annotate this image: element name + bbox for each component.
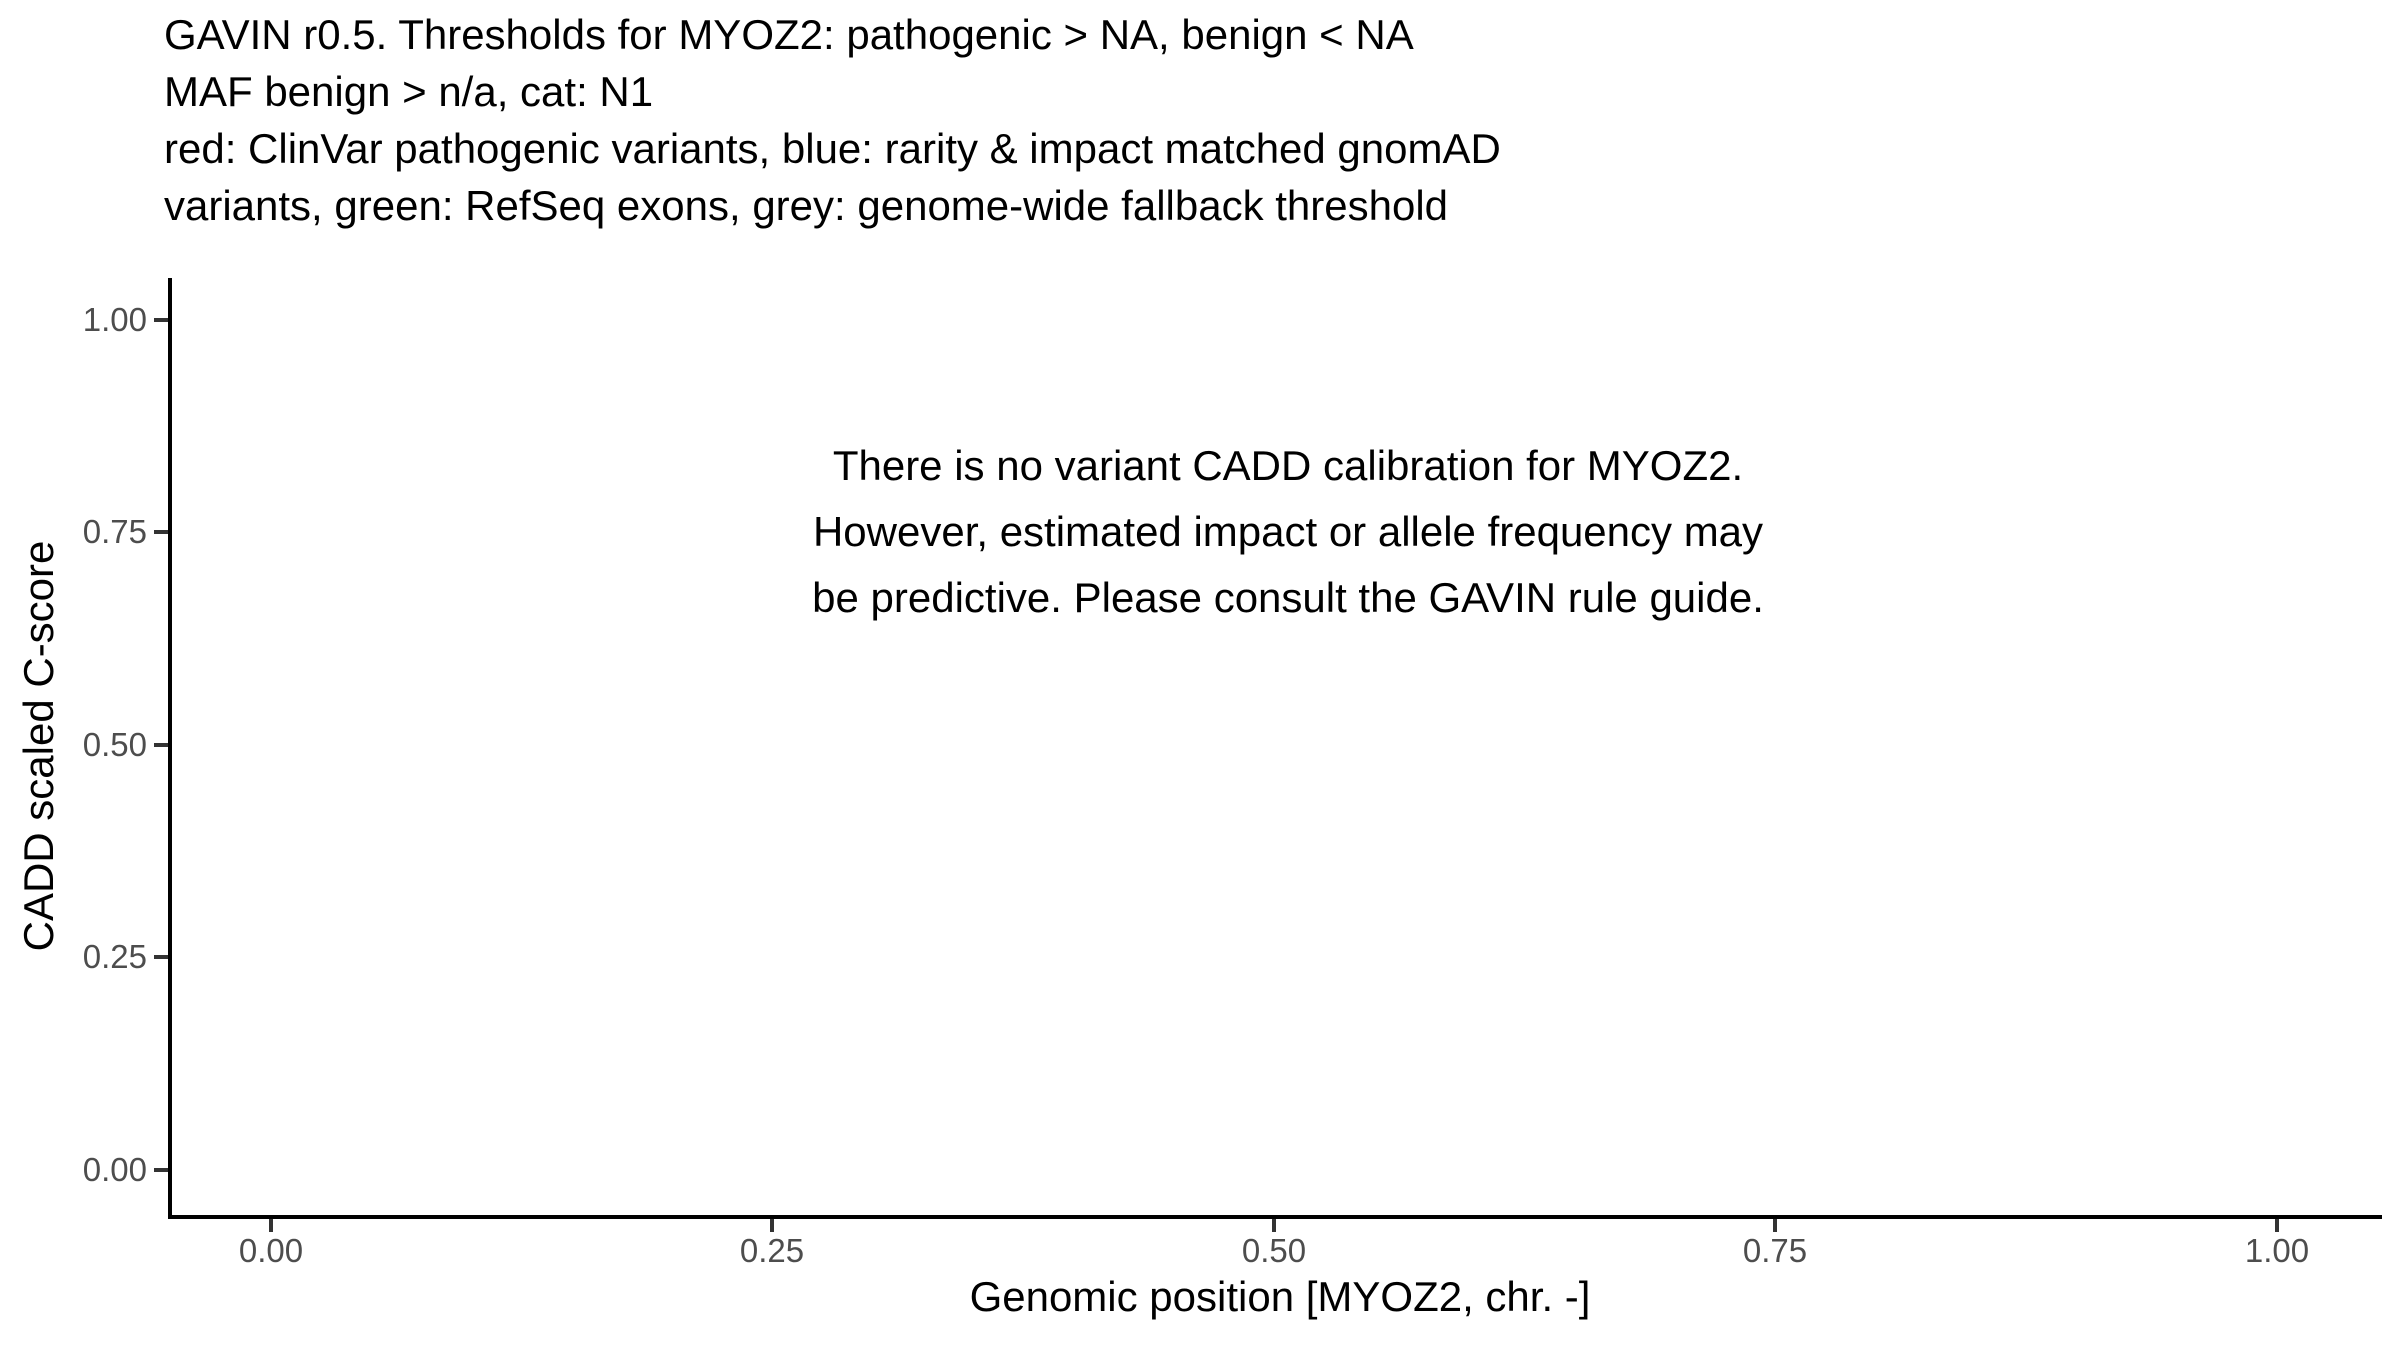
y-axis-title: CADD scaled C-score: [15, 540, 62, 952]
plot-title: [164, 6, 1501, 234]
x-tick-label-0.00: 0.00: [238, 1232, 304, 1269]
y-tick-label-0.50: 0.50: [82, 726, 147, 763]
y-tick-mark-0.50: [154, 743, 168, 747]
y-tick-mark-0.75: [154, 530, 168, 534]
y-tick-mark-1.00: [154, 318, 168, 322]
plot-panel: [168, 278, 2382, 1219]
no-calibration-annotation: [812, 433, 1764, 631]
annotation-line-3: be predictive. Please consult the GAVIN rule guide.: [812, 574, 1764, 621]
y-tick-label-0.25: 0.25: [82, 938, 147, 975]
y-tick-label-0.00: 0.00: [82, 1151, 147, 1188]
plot-title-line-1: GAVIN r0.5. Thresholds for MYOZ2: pathogenic > NA, benign < NA: [164, 11, 1414, 58]
plot-title-line-4: variants, green: RefSeq exons, grey: genome-wide fallback threshold: [164, 182, 1449, 229]
plot-title-line-2: MAF benign > n/a, cat: N1: [164, 68, 654, 115]
y-tick-mark-0.00: [154, 1168, 168, 1172]
x-tick-label-0.25: 0.25: [739, 1232, 805, 1269]
annotation-line-2: However, estimated impact or allele frequency may: [812, 508, 1764, 555]
y-tick-label-0.75: 0.75: [82, 513, 147, 550]
x-tick-label-0.75: 0.75: [1742, 1232, 1808, 1269]
x-tick-label-1.00: 1.00: [2244, 1232, 2310, 1269]
y-tick-label-1.00: 1.00: [82, 301, 147, 338]
y-tick-mark-0.25: [154, 955, 168, 959]
plot-title-line-3: red: ClinVar pathogenic variants, blue: rarity & impact matched gnomAD: [164, 125, 1501, 172]
x-tick-label-0.50: 0.50: [1241, 1232, 1307, 1269]
annotation-line-1: There is no variant CADD calibration for MYOZ2.: [832, 442, 1744, 489]
x-axis-title: Genomic position [MYOZ2, chr. -]: [969, 1273, 1591, 1320]
